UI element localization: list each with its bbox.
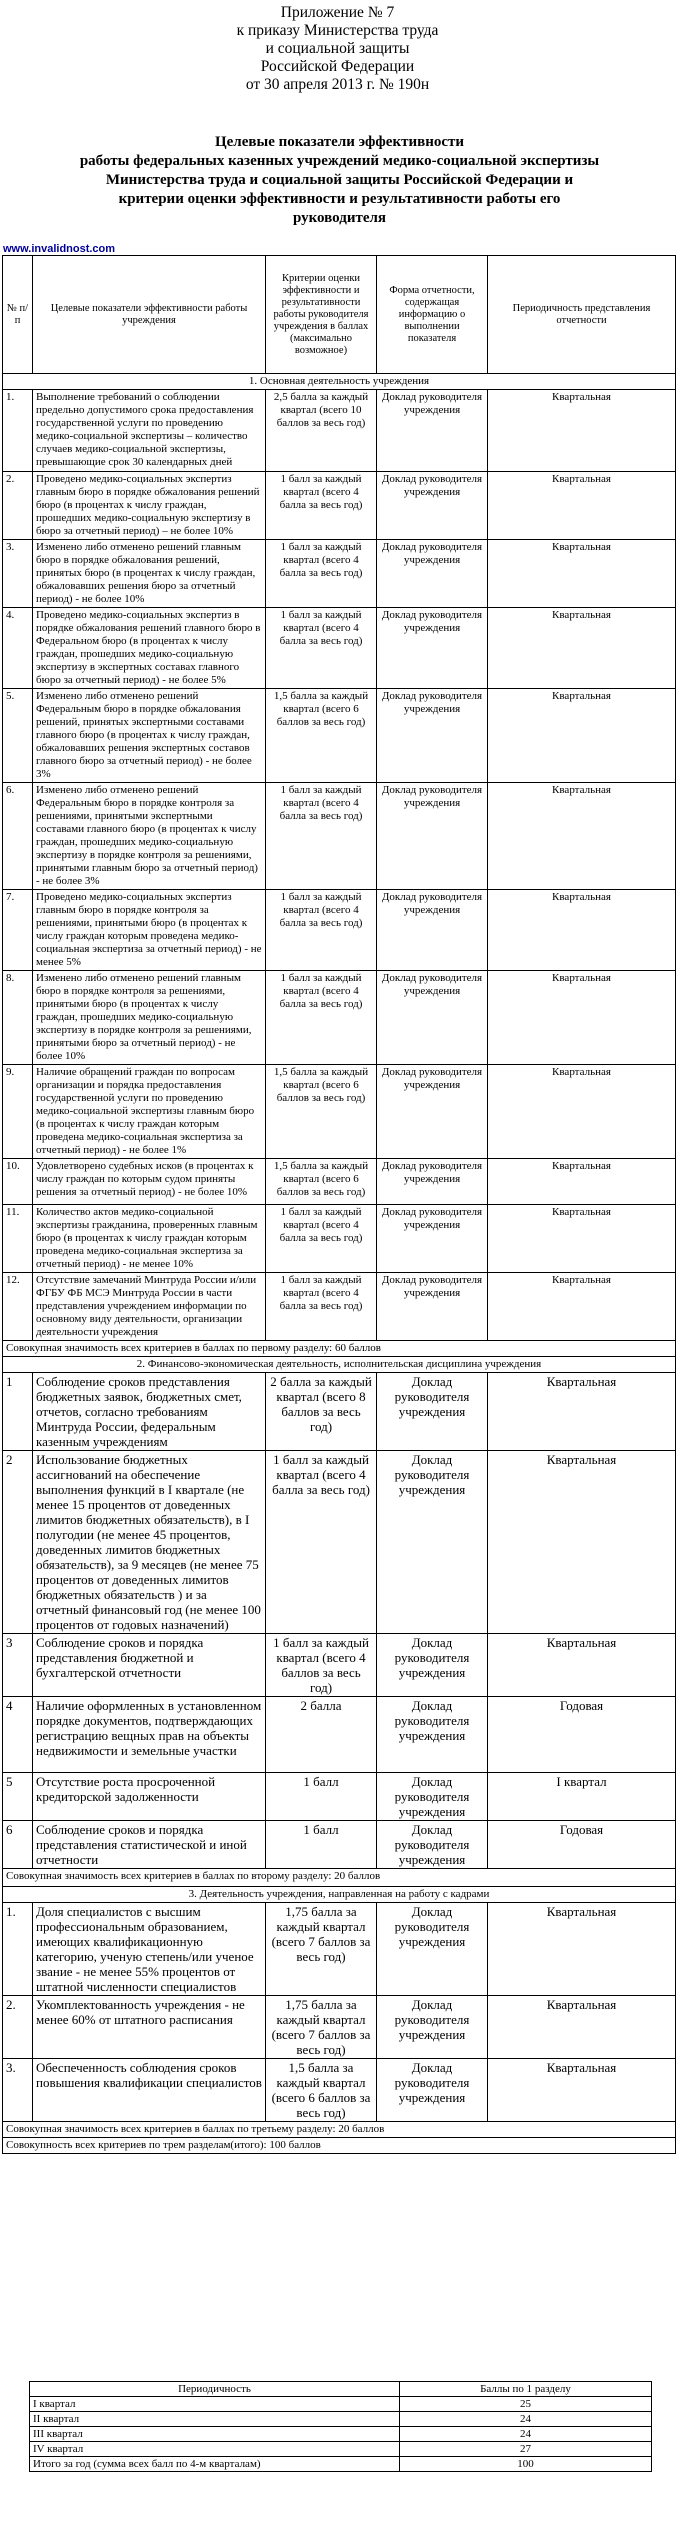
scores-summary-table xyxy=(29,2381,652,2472)
report-period: Годовая xyxy=(488,1697,676,1773)
criteria-score: 1,5 балла за каждый квартал (всего 6 баллов за весь год) xyxy=(266,1159,377,1205)
report-form: Доклад руководителя учреждения xyxy=(377,1903,488,1996)
summary-period: IV квартал xyxy=(30,2442,400,2457)
table-row xyxy=(3,2059,676,2122)
section-summary: Совокупная значимость всех критериев в баллах по второму разделу: 20 баллов xyxy=(3,1869,676,1887)
criteria-score: 1,75 балла за каждый квартал (всего 7 баллов за весь год) xyxy=(266,1903,377,1996)
summary-period: I квартал xyxy=(30,2397,400,2412)
report-period: Квартальная xyxy=(488,472,676,540)
report-form: Доклад руководителя учреждения xyxy=(377,1373,488,1451)
section-title-row xyxy=(3,1357,676,1373)
indicator-text: Проведено медико-социальных экспертиз главным бюро в порядке обжалования решений бюро (в процентах к числу граждан, прошедших медико-социальную экспертизу в бюро за отчетный период) – не более 10% xyxy=(33,472,266,540)
summary-score: 25 xyxy=(400,2397,652,2412)
report-form: Доклад руководителя учреждения xyxy=(377,540,488,608)
summary-row xyxy=(30,2427,652,2442)
report-period: Квартальная xyxy=(488,540,676,608)
row-number: 10. xyxy=(3,1159,33,1205)
table-row xyxy=(3,1205,676,1273)
summary-header-row xyxy=(30,2382,652,2397)
indicator-text: Соблюдение сроков представления бюджетных заявок, бюджетных смет, отчетов, согласно требованиям Минтруда России, федеральным казенным учреждениям xyxy=(33,1373,266,1451)
criteria-score: 2 балла xyxy=(266,1697,377,1773)
indicator-text: Наличие оформленных в установленном порядке документов, подтверждающих регистрацию вещных прав на объекты недвижимости и земельные участки xyxy=(33,1697,266,1773)
criteria-score: 1 балл за каждый квартал (всего 4 балла за весь год) xyxy=(266,1205,377,1273)
table-row xyxy=(3,783,676,890)
indicator-text: Количество актов медико-социальной экспертизы гражданина, проверенных главным бюро (в процентах к числу граждан которым проведена медико-социальная экспертиза за отчетный период) - не менее 10% xyxy=(33,1205,266,1273)
row-number: 12. xyxy=(3,1273,33,1341)
criteria-score: 2,5 балла за каждый квартал (всего 10 баллов за весь год) xyxy=(266,390,377,472)
summary-header: Баллы по 1 разделу xyxy=(400,2382,652,2397)
report-period: Квартальная xyxy=(488,608,676,689)
criteria-score: 1 балл за каждый квартал (всего 4 балла за весь год) xyxy=(266,890,377,971)
indicator-text: Обеспеченность соблюдения сроков повышения квалификации специалистов xyxy=(33,2059,266,2122)
section-summary: Совокупная значимость всех критериев в баллах по первому разделу: 60 баллов xyxy=(3,1341,676,1357)
summary-row xyxy=(30,2442,652,2457)
summary-row xyxy=(30,2457,652,2472)
table-row xyxy=(3,1996,676,2059)
report-period: Квартальная xyxy=(488,1065,676,1159)
report-form: Доклад руководителя учреждения xyxy=(377,472,488,540)
indicator-text: Укомплектованность учреждения - не менее 60% от штатного расписания xyxy=(33,1996,266,2059)
row-number: 2. xyxy=(3,1996,33,2059)
row-number: 3 xyxy=(3,1634,33,1697)
report-form: Доклад руководителя учреждения xyxy=(377,689,488,783)
row-number: 5. xyxy=(3,689,33,783)
criteria-score: 1 балл за каждый квартал (всего 4 балла за весь год) xyxy=(266,608,377,689)
report-form: Доклад руководителя учреждения xyxy=(377,783,488,890)
table-row xyxy=(3,540,676,608)
row-number: 1. xyxy=(3,1903,33,1996)
table-row xyxy=(3,390,676,472)
criteria-score: 1 балл xyxy=(266,1821,377,1869)
header-period: Периодичность представления отчетности xyxy=(488,256,676,374)
report-period: Квартальная xyxy=(488,1996,676,2059)
section-title: 3. Деятельность учреждения, направленная на работу с кадрами xyxy=(3,1887,676,1903)
summary-score: 27 xyxy=(400,2442,652,2457)
row-number: 6 xyxy=(3,1821,33,1869)
report-period: Годовая xyxy=(488,1821,676,1869)
criteria-score: 1,5 балла за каждый квартал (всего 6 баллов за весь год) xyxy=(266,2059,377,2122)
report-period: Квартальная xyxy=(488,1903,676,1996)
summary-score: 24 xyxy=(400,2412,652,2427)
row-number: 4. xyxy=(3,608,33,689)
summary-score: 24 xyxy=(400,2427,652,2442)
criteria-score: 1,75 балла за каждый квартал (всего 7 баллов за весь год) xyxy=(266,1996,377,2059)
title-line: работы федеральных казенных учреждений медико-социальной экспертизы xyxy=(79,153,600,169)
section-title-row xyxy=(3,1887,676,1903)
summary-row xyxy=(30,2412,652,2427)
row-number: 5 xyxy=(3,1773,33,1821)
indicator-text: Проведено медико-социальных экспертиз главным бюро в порядке контроля за решениями, принятыми бюро (в процентах к числу граждан которым проведена медико-социальная экспертиза за отчетный период) - не менее 5% xyxy=(33,890,266,971)
table-row xyxy=(3,971,676,1065)
indicator-text: Изменено либо отменено решений главным бюро в порядке контроля за решениями, принятыми бюро (в процентах к числу граждан, прошедших медико-социальную экспертизу в порядке контроля за решениями, принятыми бюро за отчетный период) - не более 10% xyxy=(33,971,266,1065)
report-form: Доклад руководителя учреждения xyxy=(377,1634,488,1697)
report-period: Квартальная xyxy=(488,1273,676,1341)
report-period: Квартальная xyxy=(488,1205,676,1273)
report-period: Квартальная xyxy=(488,1451,676,1634)
report-form: Доклад руководителя учреждения xyxy=(377,2059,488,2122)
report-period: Квартальная xyxy=(488,783,676,890)
report-form: Доклад руководителя учреждения xyxy=(377,1065,488,1159)
title-line: критерии оценки эффективности и результативности работы его xyxy=(118,191,561,207)
appendix-header xyxy=(225,4,450,94)
section-title-row xyxy=(3,374,676,390)
criteria-score: 1 балл за каждый квартал (всего 4 балла за весь год) xyxy=(266,1273,377,1341)
indicator-text: Отсутствие замечаний Минтруда России и/или ФГБУ ФБ МСЭ Минтруда России в части представления учреждением информации по основному виду деятельности, организации деятельности учреждения xyxy=(33,1273,266,1341)
row-number: 7. xyxy=(3,890,33,971)
report-period: Квартальная xyxy=(488,2059,676,2122)
summary-row xyxy=(30,2397,652,2412)
report-period: Квартальная xyxy=(488,1159,676,1205)
indicator-text: Проведено медико-социальных экспертиз в порядке обжалования решений главного бюро в Федеральном бюро (в процентах к числу граждан, прошедших медико-социальную экспертизу в экспертных составах главного бюро за отчетный период) - не более 5% xyxy=(33,608,266,689)
grand-total: Совокупность всех критериев по трем разделам(итого): 100 баллов xyxy=(3,2138,676,2154)
header-line: Российской Федерации xyxy=(260,58,415,75)
indicator-text: Выполнение требований о соблюдении предельно допустимого срока предоставления государственной услуги по проведению медико-социальной экспертизы – количество случаев медико-социальной экспертизы, превышающие срок 30 календарных дней xyxy=(33,390,266,472)
row-number: 8. xyxy=(3,971,33,1065)
summary-period: Итого за год (сумма всех балл по 4-м кварталам) xyxy=(30,2457,400,2472)
row-number: 4 xyxy=(3,1697,33,1773)
table-row xyxy=(3,1697,676,1773)
report-form: Доклад руководителя учреждения xyxy=(377,1273,488,1341)
report-period: Квартальная xyxy=(488,971,676,1065)
criteria-score: 1 балл за каждый квартал (всего 4 балла за весь год) xyxy=(266,783,377,890)
section-summary: Совокупная значимость всех критериев в баллах по третьему разделу: 20 баллов xyxy=(3,2122,676,2138)
indicator-text: Отсутствие роста просроченной кредиторской задолженности xyxy=(33,1773,266,1821)
summary-period: II квартал xyxy=(30,2412,400,2427)
table-row xyxy=(3,689,676,783)
criteria-score: 1 балл за каждый квартал (всего 4 балла за весь год) xyxy=(266,971,377,1065)
summary-score: 100 xyxy=(400,2457,652,2472)
indicator-text: Доля специалистов с высшим профессиональным образованием, имеющих квалификационную категорию, ученую степень/или ученое звание - не менее 55% процентов от штатной численности специалистов xyxy=(33,1903,266,1996)
table-header-row xyxy=(3,256,676,374)
table-row xyxy=(3,1451,676,1634)
indicator-text: Соблюдение сроков и порядка представления статистической и иной отчетности xyxy=(33,1821,266,1869)
header-line: Приложение № 7 xyxy=(280,4,395,21)
table-row xyxy=(3,1634,676,1697)
table-row xyxy=(3,1273,676,1341)
criteria-score: 1,5 балла за каждый квартал (всего 6 баллов за весь год) xyxy=(266,1065,377,1159)
table-row xyxy=(3,1821,676,1869)
report-form: Доклад руководителя учреждения xyxy=(377,971,488,1065)
indicators-table xyxy=(2,255,676,2154)
header-num: № п/п xyxy=(3,256,33,374)
table-row xyxy=(3,1773,676,1821)
header-line: и социальной защиты xyxy=(265,40,410,57)
table-row xyxy=(3,1159,676,1205)
row-number: 2 xyxy=(3,1451,33,1634)
title-line: Министерства труда и социальной защиты Российской Федерации и xyxy=(105,172,574,188)
criteria-score: 1 балл за каждый квартал (всего 4 балла за весь год) xyxy=(266,1451,377,1634)
row-number: 9. xyxy=(3,1065,33,1159)
site-link[interactable]: www.invalidnost.com xyxy=(3,243,116,255)
report-form: Доклад руководителя учреждения xyxy=(377,890,488,971)
section-summary-row xyxy=(3,2122,676,2138)
report-period: Квартальная xyxy=(488,1373,676,1451)
row-number: 1. xyxy=(3,390,33,472)
criteria-score: 1,5 балла за каждый квартал (всего 6 баллов за весь год) xyxy=(266,689,377,783)
indicator-text: Наличие обращений граждан по вопросам организации и порядка предоставления государственной услуги по проведению медико-социальной экспертизы главным бюро (в процентах к числу граждан которым проведена медико-социальная экспертиза за отчетный период) - не более 1% xyxy=(33,1065,266,1159)
report-period: Квартальная xyxy=(488,890,676,971)
indicator-text: Использование бюджетных ассигнований на обеспечение выполнения функций в I квартале (не менее 15 процентов от доведенных лимитов бюджетных обязательств), в I полугодии (не менее 45 процентов, доведенных лимитов бюджетных обязательств), за 9 месяцев (не менее 75 процентов от доведенных лимитов бюджетных обязательств ) и за отчетный финансовый год (не менее 100 процентов от годовых назначений) xyxy=(33,1451,266,1634)
title-line: Целевые показатели эффективности xyxy=(214,134,465,150)
header-report: Форма отчетности, содержащая информацию о выполнении показателя xyxy=(377,256,488,374)
report-form: Доклад руководителя учреждения xyxy=(377,1451,488,1634)
table-row xyxy=(3,1903,676,1996)
indicator-text: Изменено либо отменено решений главным бюро в порядке обжалования решений, принятых бюро (в процентах к числу граждан, обжаловавших решения бюро за отчетный период) - не более 10% xyxy=(33,540,266,608)
row-number: 3. xyxy=(3,2059,33,2122)
section-summary-row xyxy=(3,1869,676,1887)
header-indicator: Целевые показатели эффективности работы учреждения xyxy=(33,256,266,374)
summary-period: III квартал xyxy=(30,2427,400,2442)
title-line: руководителя xyxy=(292,210,387,226)
report-form: Доклад руководителя учреждения xyxy=(377,1697,488,1773)
criteria-score: 1 балл за каждый квартал (всего 4 балла за весь год) xyxy=(266,540,377,608)
indicator-text: Изменено либо отменено решений Федеральным бюро в порядке контроля за решениями, принятыми экспертными составами главного бюро (в процентах к числу граждан, прошедших медико-социальную экспертизу в порядке контроля за решениями, принятыми главным бюро за отчетный период) - не более 3% xyxy=(33,783,266,890)
report-form: Доклад руководителя учреждения xyxy=(377,1205,488,1273)
report-period: I квартал xyxy=(488,1773,676,1821)
row-number: 11. xyxy=(3,1205,33,1273)
row-number: 1 xyxy=(3,1373,33,1451)
table-row xyxy=(3,890,676,971)
report-period: Квартальная xyxy=(488,689,676,783)
criteria-score: 1 балл за каждый квартал (всего 4 балла за весь год) xyxy=(266,472,377,540)
total-row xyxy=(3,2138,676,2154)
report-form: Доклад руководителя учреждения xyxy=(377,1159,488,1205)
indicator-text: Изменено либо отменено решений Федеральным бюро в порядке обжалования решений, принятых экспертными составами главного бюро (в процентах к числу граждан, обжаловавших решения экспертных составов главного бюро за отчетный период) - не более 3% xyxy=(33,689,266,783)
report-form: Доклад руководителя учреждения xyxy=(377,390,488,472)
report-form: Доклад руководителя учреждения xyxy=(377,1821,488,1869)
report-form: Доклад руководителя учреждения xyxy=(377,608,488,689)
report-form: Доклад руководителя учреждения xyxy=(377,1773,488,1821)
table-row xyxy=(3,1373,676,1451)
document-title xyxy=(10,133,669,228)
row-number: 2. xyxy=(3,472,33,540)
table-row xyxy=(3,1065,676,1159)
row-number: 3. xyxy=(3,540,33,608)
report-form: Доклад руководителя учреждения xyxy=(377,1996,488,2059)
table-row xyxy=(3,472,676,540)
criteria-score: 1 балл xyxy=(266,1773,377,1821)
report-period: Квартальная xyxy=(488,1634,676,1697)
header-line: к приказу Министерства труда xyxy=(236,22,439,39)
indicator-text: Удовлетворено судебных исков (в процентах к числу граждан по которым судом приняты решения за отчетный период) - не более 10% xyxy=(33,1159,266,1205)
summary-header: Периодичность xyxy=(30,2382,400,2397)
row-number: 6. xyxy=(3,783,33,890)
criteria-score: 1 балл за каждый квартал (всего 4 баллов за весь год) xyxy=(266,1634,377,1697)
section-title: 1. Основная деятельность учреждения xyxy=(3,374,676,390)
header-criteria: Критерии оценки эффективности и результативности работы руководителя учреждения в баллах (максимально возможное) xyxy=(266,256,377,374)
criteria-score: 2 балла за каждый квартал (всего 8 баллов за весь год) xyxy=(266,1373,377,1451)
section-title: 2. Финансово-экономическая деятельность, исполнительская дисциплина учреждения xyxy=(3,1357,676,1373)
indicator-text: Соблюдение сроков и порядка представления бюджетной и бухгалтерской отчетности xyxy=(33,1634,266,1697)
section-summary-row xyxy=(3,1341,676,1357)
header-line: от 30 апреля 2013 г. № 190н xyxy=(245,76,430,93)
table-row xyxy=(3,608,676,689)
report-period: Квартальная xyxy=(488,390,676,472)
